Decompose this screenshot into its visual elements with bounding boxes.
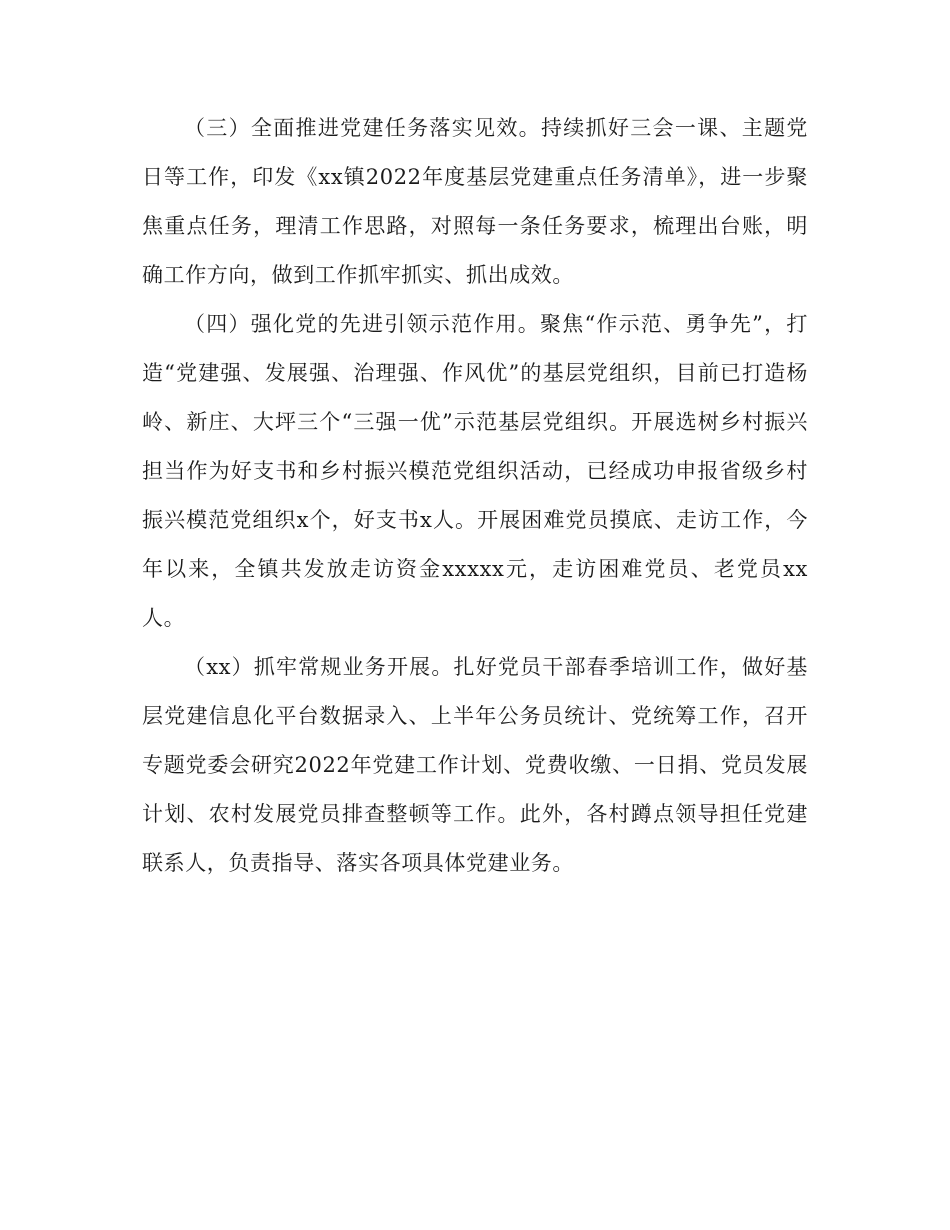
paragraph-section-xx: （xx）抓牢常规业务开展。扎好党员干部春季培训工作，做好基层党建信息化平台数据录入、上半年公务员统计、党统筹工作，召开专题党委会研究2022年党建工作计划、党费收缴、一日捐、党员发展计划、农村发展党员排查整顿等工作。此外，各村蹲点领导担任党建联系人，负责指导、落实各项具体党建业务。 [142,655,808,875]
paragraph-section-four: （四）强化党的先进引领示范作用。聚焦“作示范、勇争先”，打造“党建强、发展强、治理强、作风优”的基层党组织，目前已打造杨岭、新庄、大坪三个“三强一优”示范基层党组织。开展选树乡村振兴担当作为好支书和乡村振兴模范党组织活动，已经成功申报省级乡村振兴模范党组织x个，好支书x人。开展困难党员摸底、走访工作，今年以来，全镇共发放走访资金xxxxx元，走访困难党员、老党员xx人。 [142,312,808,630]
document-body [142,104,808,888]
paragraph-section-three: （三）全面推进党建任务落实见效。持续抓好三会一课、主题党日等工作，印发《xx镇2022年度基层党建重点任务清单》，进一步聚焦重点任务，理清工作思路，对照每一条任务要求，梳理出台账，明确工作方向，做到工作抓牢抓实、抓出成效。 [142,116,808,287]
